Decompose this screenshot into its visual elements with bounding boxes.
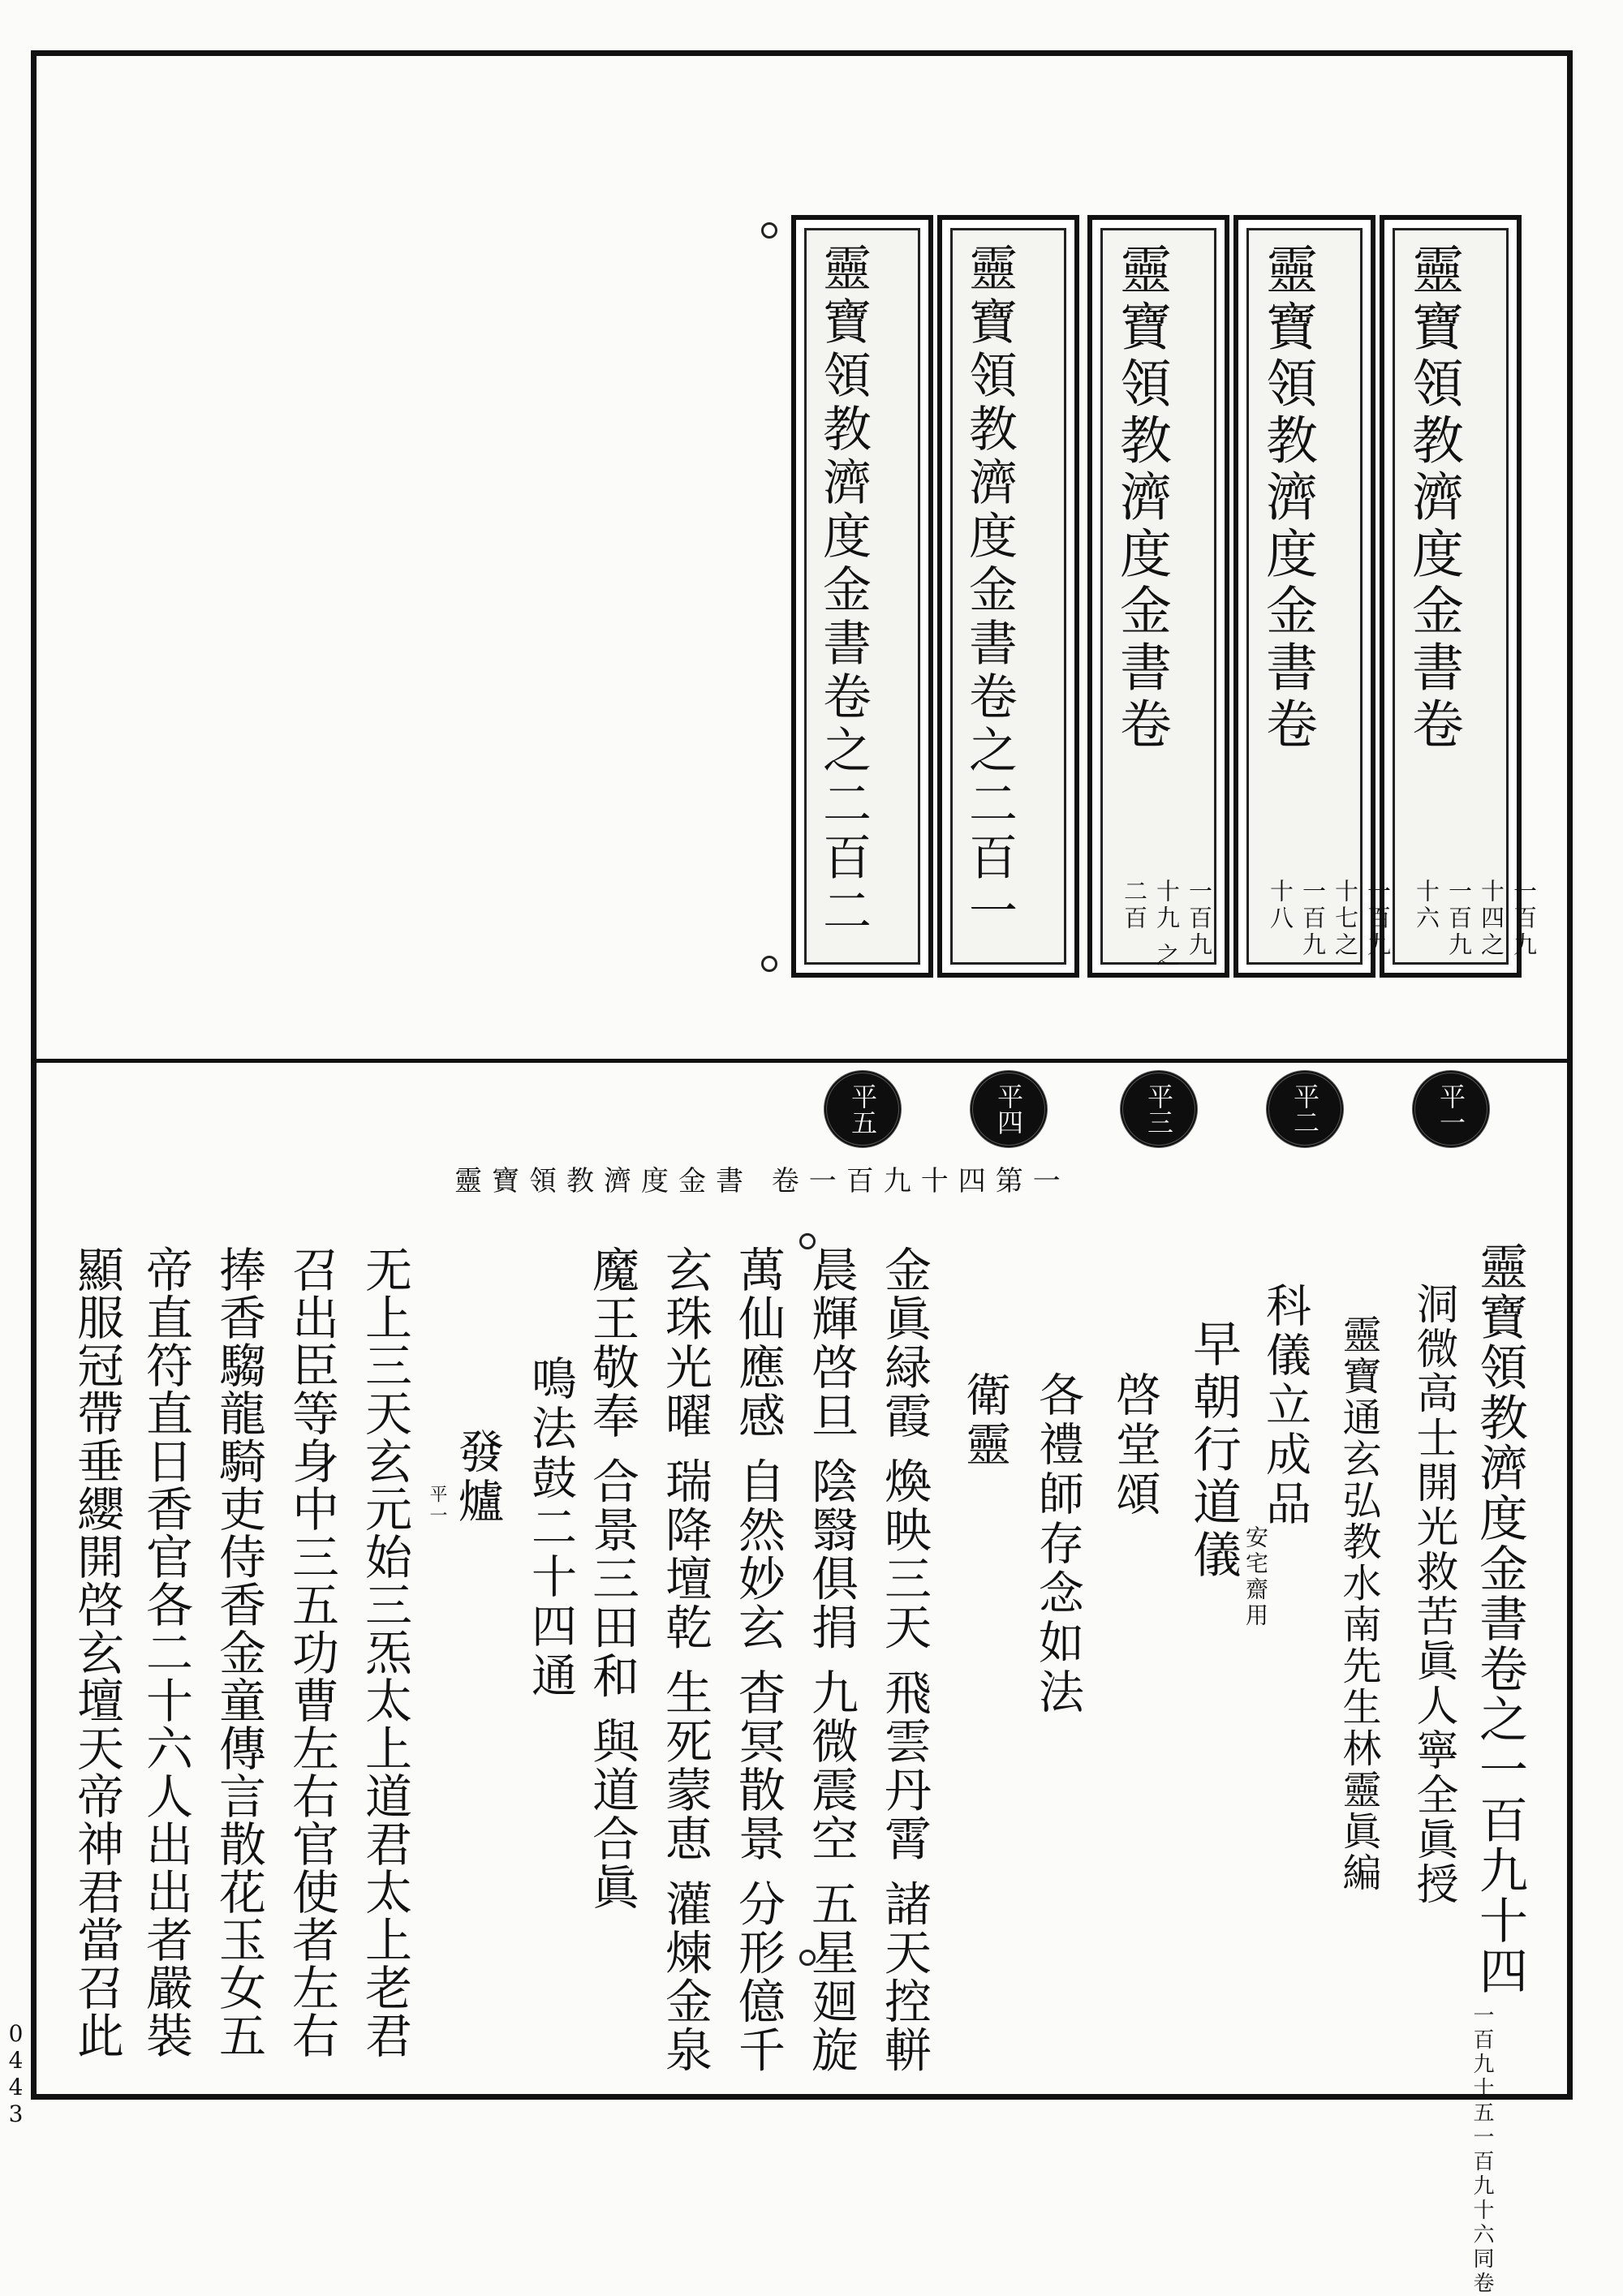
book-title-note: 一百九十五一百九十六同卷 — [1470, 2004, 1494, 2296]
text-line: 帝直符直日香官各二十六人出出者嚴裝 — [138, 1245, 193, 2059]
page-number: 0443 — [2, 2020, 29, 2127]
running-header: 靈寶領教濟度金書 卷一百九十四第一 — [454, 1165, 1070, 1197]
volume-seal: 平一 — [1412, 1070, 1490, 1148]
text-line: 顯服冠帶垂纓開啓玄壇天帝神君當召此 — [69, 1245, 124, 2059]
binding-hole-bottom — [761, 956, 777, 972]
volume-slip — [1380, 215, 1538, 1135]
verse-line: 魔王敬奉 合景三田和 與道合眞 — [584, 1245, 639, 1911]
rubric: 鳴法鼓二十四通 — [524, 1355, 577, 1701]
volume-title: 靈寶領教濟度金書卷之二百一 — [961, 243, 1018, 939]
volume-slip — [791, 215, 933, 1135]
volume-title: 靈寶領教濟度金書卷 — [1403, 243, 1463, 754]
author-line: 靈寶通玄弘教水南先生林靈眞編 — [1336, 1314, 1381, 1894]
rite-title: 早朝行道儀 — [1185, 1318, 1242, 1582]
volume-title: 靈寶領教濟度金書卷 — [1257, 243, 1317, 754]
section-title: 科儀立成品 — [1259, 1282, 1311, 1529]
author-line: 洞微高士開光救苦眞人寧全眞授 — [1409, 1282, 1457, 1907]
verse-line: 萬仙應感 自然妙玄 杳冥散景 分形億千 — [730, 1245, 786, 2075]
rubric: 啓堂頌 — [1109, 1371, 1161, 1520]
volume-seal: 平二 — [1266, 1070, 1344, 1148]
volume-slip — [1233, 215, 1392, 1135]
verse-line: 金眞緑霞 煥映三天 飛雲丹霄 諸天控軿 — [876, 1245, 932, 2075]
volume-subtitle: 一百九十四之 一百九十六 — [1413, 879, 1538, 959]
section-note: 安宅齋用 — [1242, 1525, 1269, 1629]
rubric: 各禮師存念如法 — [1031, 1371, 1084, 1718]
volume-seal: 平四 — [970, 1070, 1048, 1148]
volume-subtitle: 一百九十九 之二百 — [1121, 879, 1213, 970]
volume-slip — [1087, 215, 1229, 1135]
volume-title: 靈寶領教濟度金書卷 — [1111, 243, 1171, 754]
volume-title: 靈寶領教濟度金書卷之二百二 — [815, 243, 872, 939]
text-line: 无上三天玄元始三炁太上道君太上老君 — [357, 1245, 412, 2059]
volume-seal: 平三 — [1120, 1070, 1198, 1148]
binding-hole-top — [761, 222, 777, 239]
rubric: 發爐 — [451, 1428, 504, 1527]
interlinear-note: 平一 — [427, 1485, 447, 1527]
volume-slip — [937, 215, 1079, 1135]
verse-line: 玄珠光曜 瑞降壇乾 生死蒙恵 灌煉金泉 — [657, 1245, 712, 2075]
text-line: 捧香騶龍騎吏侍香金童傳言散花玉女五 — [211, 1245, 266, 2059]
volume-seal: 平五 — [824, 1070, 902, 1148]
panel-divider — [31, 1059, 1573, 1063]
verse-line: 晨輝啓旦 陰翳俱捐 九微震空 五星廻旋 — [803, 1245, 859, 2075]
book-title: 靈寶領教濟度金書卷之一百九十四 — [1471, 1241, 1528, 1996]
volume-subtitle: 一百九十七之 一百九十八 — [1267, 879, 1392, 959]
rubric: 衛靈 — [958, 1371, 1011, 1470]
text-line: 召出臣等身中三五功曹左右官使者左右 — [284, 1245, 339, 2059]
